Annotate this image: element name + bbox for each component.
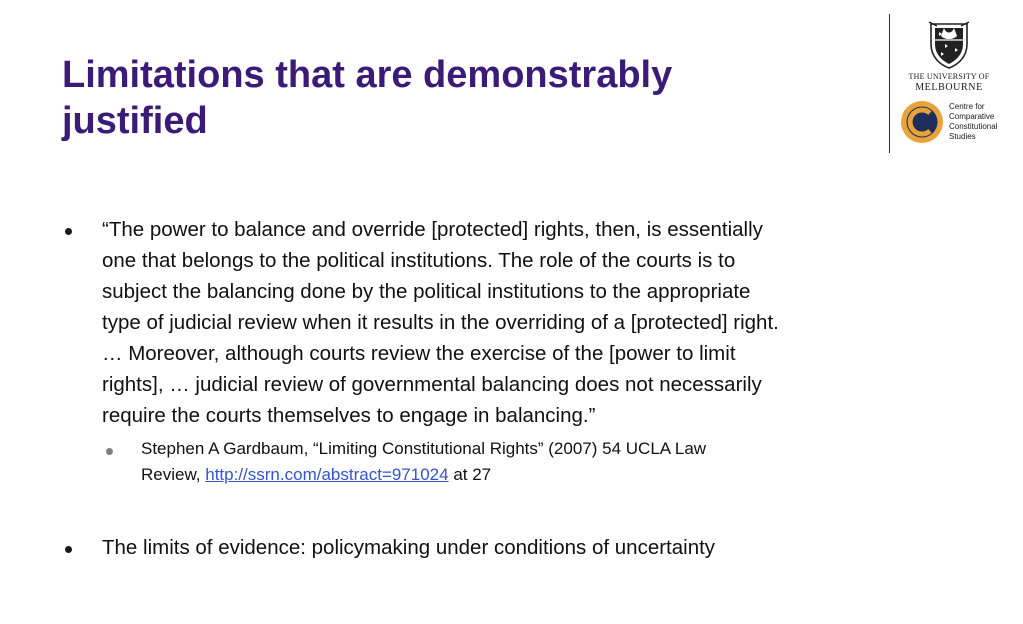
quote-line: require the courts themselves to engage in balancing.”	[102, 404, 596, 427]
quote-line: subject the balancing done by the political institutions to the appropriate	[102, 280, 751, 303]
quote-line: one that belongs to the political institutions. The role of the courts is to	[102, 249, 736, 272]
quote-line: … Moreover, although courts review the exercise of the [power to limit	[102, 342, 736, 365]
university-name-line-1: THE UNIVERSITY OF	[908, 72, 990, 81]
crest-icon	[927, 20, 971, 70]
title-line-2: justified	[62, 100, 208, 142]
quote-line: “The power to balance and override [protected] rights, then, is essentially	[102, 218, 763, 241]
centre-name-line: Constitutional	[949, 122, 998, 131]
centre-name-line: Comparative	[949, 112, 995, 121]
quote-line: rights], … judicial review of governmental balancing does not necessarily	[102, 373, 762, 396]
bullet-dot-icon	[65, 546, 72, 553]
university-logo	[905, 18, 1017, 148]
university-name-line-2: MELBOURNE	[915, 82, 983, 93]
ssrn-link[interactable]: http://ssrn.com/abstract=971024	[205, 465, 449, 484]
bullet-dot-icon	[65, 228, 72, 235]
bullet-quote	[102, 214, 952, 431]
citation-suffix: at 27	[448, 465, 492, 484]
bullet-evidence	[102, 532, 952, 563]
citation-line-2	[141, 462, 941, 488]
sub-bullet-dot-icon	[106, 448, 113, 455]
centre-name-line: Centre for	[949, 102, 985, 111]
title-line-1: Limitations that are demonstrably	[62, 54, 673, 96]
logo-divider	[889, 14, 890, 153]
quote-line: type of judicial review when it results in the overriding of a [protected] right.	[102, 311, 779, 334]
sub-bullet-citation	[141, 436, 941, 488]
university-name	[907, 71, 991, 93]
centre-name	[949, 102, 1017, 142]
citation-line-1: Stephen A Gardbaum, “Limiting Constitutional Rights” (2007) 54 UCLA Law	[141, 439, 707, 458]
centre-logo-icon	[899, 99, 945, 145]
centre-name-line: Studies	[949, 132, 976, 141]
citation-prefix: Review,	[141, 465, 206, 484]
bullet-evidence-text: The limits of evidence: policymaking under conditions of uncertainty	[102, 536, 716, 559]
slide-title	[62, 52, 842, 144]
